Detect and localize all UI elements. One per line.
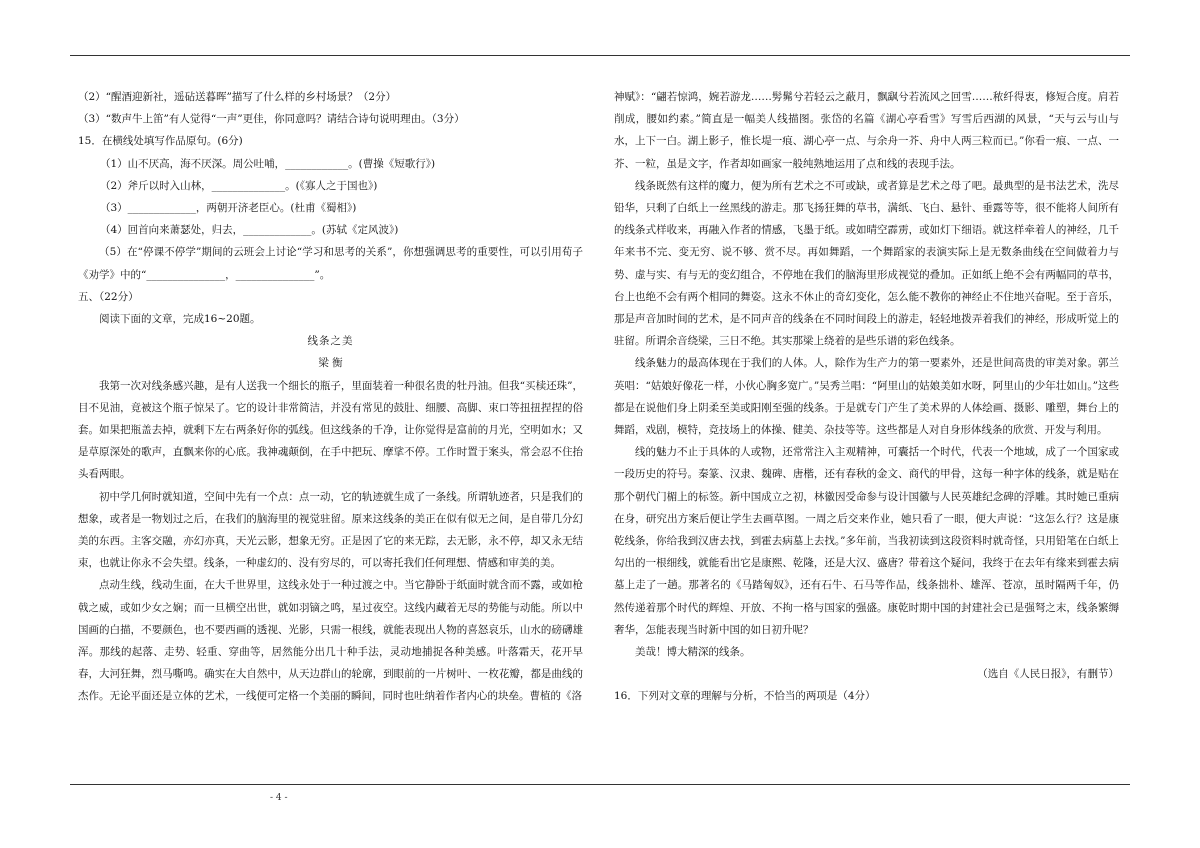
section-five-heading: 五、（22分） — [78, 290, 139, 303]
article-paragraph: 神赋》：“翩若惊鸿，婉若游龙……髣髴兮若轻云之蔽月，飘飖兮若流风之回雪……秾纤得衷，修短合度。肩若削成，腰如约素。”简直是一幅美人线描图。张岱的名篇《湖心亭看雪》写雪后西湖的风景，“天与云与山与水，上下一白。湖上影子，惟长堤一痕、湖心亭一点、与余舟一芥、舟中人两三粒而已。”你看一痕、一点、一芥、一粒，虽是文字，作者却如画家一般纯熟地运用了点和线的表现手法。 — [614, 91, 1119, 170]
q15-2: （2）斧斤以时入山林，______________。(《寡人之于国也》) — [100, 179, 378, 192]
reading-instruction: 阅读下面的文章，完成16~20题。 — [99, 313, 261, 326]
q15-5: （5）在“停课不停学”期间的云班会上讨论“学习和思考的关系”，你想强调思考的重要性，可以引用荀子《劝学》中的“_______________，_______________”。 — [78, 246, 583, 281]
page-number: - 4 - — [270, 793, 288, 803]
q15-4: （4）回首向来萧瑟处，归去，_____________。(苏轼《定风波》) — [100, 224, 399, 237]
left-column — [78, 86, 583, 708]
q14-3: （3）“数声牛上笛”有人觉得“一声”更佳，你同意吗？请结合诗句说明理由。（3分） — [78, 113, 465, 126]
bottom-rule — [70, 784, 1130, 785]
article-paragraph: 我第一次对线条感兴趣，是有人送我一个细长的瓶子，里面装着一种很名贵的牡丹油。但我“买椟还珠”，目不见油，竟被这个瓶子惊呆了。它的设计非常简洁，并没有常见的鼓肚、细腰、高脚、束口等扭扭捏捏的俗套。如果把瓶盖去掉，就剩下左右两条好你的弧线。但这线条的千净，让你觉得是富前的月光，空明如水；又是草原深处的歌声，直飘来你的心底。我神魂颠倒，在手中把玩、摩挲不停。工作时置于案头，常会忍不住抬头看两眼。 — [78, 379, 583, 481]
article-closing: 美哉！博大精深的线条。 — [635, 646, 751, 659]
q15-1: （1）山不厌高，海不厌深。周公吐哺，____________。(曹操《短歌行》) — [100, 157, 436, 170]
article-title: 线条之美 — [307, 335, 354, 348]
right-column — [614, 86, 1119, 708]
article-paragraph: 点动生线，线动生面，在大千世界里，这线永处于一种过渡之中。当它静卧于纸面时就含而不露，或如枪戟之威，或如少女之娴；而一旦横空出世，就如羽镝之鸣，星过夜空。这线内藏着无尽的势能与动能。所以中国画的白描，不要颜色，也不要西画的透视、光影，只需一根线，就能表现出人物的喜怒哀乐，山水的磅礴雄浑。那线的起落、走势、轻重、穿曲等，居然能分出几十种手法，灵动地捕捉各种美感。叶落霜天，花开早春，大河狂舞，烈马嘶鸣。确实在大自然中，从天边群山的轮廓，到眼前的一片树叶、一枚花瓣，都是曲线的杰作。无论平面还是立体的艺术，一线便可定格一个美丽的瞬间，同时也吐纳着作者内心的块垒。曹植的《洛 — [78, 579, 583, 703]
article-source: （选自《人民日报》，有删节） — [977, 668, 1119, 681]
q14-2: （2）“醒酒迎新社，遥砧送暮晖”描写了什么样的乡村场景？（2分） — [78, 91, 397, 103]
article-paragraph: 初中学几何时就知道，空间中先有一个点：点一动，它的轨迹就生成了一条线。所谓轨迹者，只是我们的想象，或者是一物划过之后，在我们的脑海里的视觉驻留。原来这线条的美正在似有似无之间，是自带几分幻美的东西。主客交融，亦幻亦真，天光云影，想象无穷。正是因了它的来无踪，去无影，永不停，却又永无结束，也就让你永不会失望。线条，一种虚幻的、没有穷尽的，可以寄托我们任何理想、情感和审美的美。 — [78, 490, 583, 570]
article-paragraph: 线条魅力的最高体现在于我们的人体。人，除作为生产力的第一要素外，还是世间高贵的审美对象。郭兰英唱：“姑娘好像花一样，小伙心胸多宽广。”吴秀兰唱：“阿里山的姑娘美如水呀，阿里山的少年壮如山。”这些都是在说他们身上阴柔至美或阳刚至强的线条。于是就专门产生了美术界的人体绘画、摄影、雕塑，舞台上的舞蹈，戏剧，模特，竞技场上的体操、健美、杂技等等。这些都是人对自身形体线条的欣赏、开发与利用。 — [614, 357, 1119, 437]
top-rule — [70, 55, 1130, 56]
q16-title: 16．下列对文章的理解与分析，不恰当的两项是（4分） — [614, 690, 876, 703]
article-paragraph: 线的魅力不止于具体的人或物，还常常注入主观精神，可囊括一个时代，代表一个地域，成了一个国家或一段历史的符号。秦篆、汉隶、魏碑、唐楷，还有春秋的金文、商代的甲骨，这每一种字体的线条，就是贴在那个朝代门楣上的标签。新中国成立之初，林徽因受命参与设计国徽与人民英雄纪念碑的浮雕。其时她已重病在身，研究出方案后便让学生去画草图。一周之后交来作业，她只看了一眼，便大声说：“这怎么行？这是康乾线条，你给我到汉唐去找，到霍去病墓上去找。”多年前，当我初读到这段资料时就奇怪，只用铅笔在白纸上勾出的一根细线，就能看出它是康熙、乾隆，还是大汉、盛唐？带着这个疑问，我终于在去年有缘来到霍去病墓上走了一趟。那著名的《马踏匈奴》，还有石牛、石马等作品，线条拙朴、雄浑、苍凉，虽时隔两千年，仍然传递着那个时代的辉煌、开放、不拘一格与国家的强盛。康乾时期中国的封建社会已是强弩之末，线条繁缛奢华，怎能表现当时新中国的如日初升呢？ — [614, 446, 1119, 636]
article-author: 梁 衡 — [318, 357, 343, 370]
q15-title: 15．在横线处填写作品原句。(6分) — [78, 135, 243, 148]
article-paragraph: 线条既然有这样的魔力，便为所有艺术之不可或缺，或者算是艺术之母了吧。最典型的是书法艺术，洗尽铅华，只剩了白纸上一丝黑线的游走。那飞扬狂舞的草书，满纸、飞白、悬针、垂露等等，很不能将人间所有的线条式样收来，再融入作者的情感，飞墨于纸。或如晴空霹雳，或如灯下细语。就这样牵着人的神经，几千年来书不完、变无穷、说不够、赏不尽。再如舞蹈，一个舞蹈家的表演实际上是无数条曲线在空间做着力与势、虚与实、有与无的变幻组合，不停地在我们的脑海里形成视觉的叠加。正如纸上绝不会有两幅同的草书，台上也绝不会有两个相同的舞姿。这永不休止的奇幻变化，怎么能不教你的神经止不住地兴奋呢。至于音乐，那是声音加时间的艺术，是不同声音的线条在不同时间段上的游走，轻轻地拨弄着我们的神经，形成听觉上的驻留。所谓余音绕梁，三日不绝。其实那梁上绕着的是些乐谱的彩色线条。 — [614, 179, 1119, 348]
q15-3: （3）_____________，两朝开济老臣心。(杜甫《蜀相》) — [100, 202, 357, 215]
